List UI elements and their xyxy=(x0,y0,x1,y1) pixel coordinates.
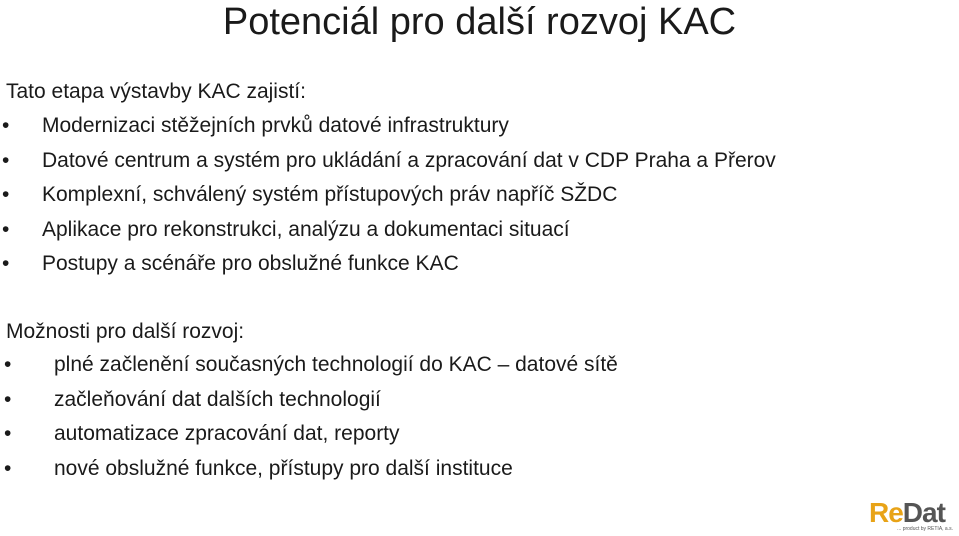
logo-wordmark xyxy=(869,498,945,528)
list-item xyxy=(2,183,776,218)
bullet-icon: • xyxy=(4,456,12,480)
list-item-text: Komplexní, schválený systém přístupových práv napříč SŽDC xyxy=(42,183,618,206)
slide-title: Potenciál pro další rozvoj KAC xyxy=(222,1,737,43)
current-stage-list xyxy=(2,114,776,287)
bullet-icon: • xyxy=(2,217,10,241)
list-item xyxy=(4,456,618,492)
bullet-icon: • xyxy=(4,422,12,445)
list-item-text: Modernizaci stěžejních prvků datové infrastruktury xyxy=(42,114,509,137)
list-item xyxy=(2,217,776,253)
list-item xyxy=(4,353,618,388)
bullet-icon: • xyxy=(4,353,12,376)
bullet-icon: • xyxy=(2,183,10,206)
list-item-text: nové obslužné funkce, přístupy pro další instituce xyxy=(54,456,513,480)
section-heading-future-development: Možnosti pro další rozvoj: xyxy=(6,320,245,343)
list-item-text: plné začlenění současných technologií do KAC – datové sítě xyxy=(54,353,618,376)
list-item-text: automatizace zpracování dat, reporty xyxy=(54,422,400,445)
list-item-text: Postupy a scénáře pro obslužné funkce KAC xyxy=(42,252,459,275)
list-item-text: Aplikace pro rekonstrukci, analýzu a dokumentaci situací xyxy=(42,217,570,241)
list-item-text: začleňování dat dalších technologií xyxy=(54,387,381,411)
bullet-icon: • xyxy=(2,252,10,275)
list-item xyxy=(2,148,776,184)
redat-logo xyxy=(869,498,955,532)
section-heading-current-stage: Tato etapa výstavby KAC zajistí: xyxy=(6,80,306,103)
list-item xyxy=(4,422,618,457)
future-development-list xyxy=(4,353,618,491)
list-item-text: Datové centrum a systém pro ukládání a zpracování dat v CDP Praha a Přerov xyxy=(42,148,776,172)
logo-re-text: Re xyxy=(869,497,903,528)
logo-tagline: ... product by RETIA, a.s. xyxy=(897,526,953,532)
bullet-icon: • xyxy=(4,387,12,411)
list-item xyxy=(2,114,776,149)
list-item xyxy=(2,252,776,287)
bullet-icon: • xyxy=(2,148,10,172)
bullet-icon: • xyxy=(2,114,10,137)
logo-dat-text: Dat xyxy=(902,497,945,528)
list-item xyxy=(4,387,618,423)
